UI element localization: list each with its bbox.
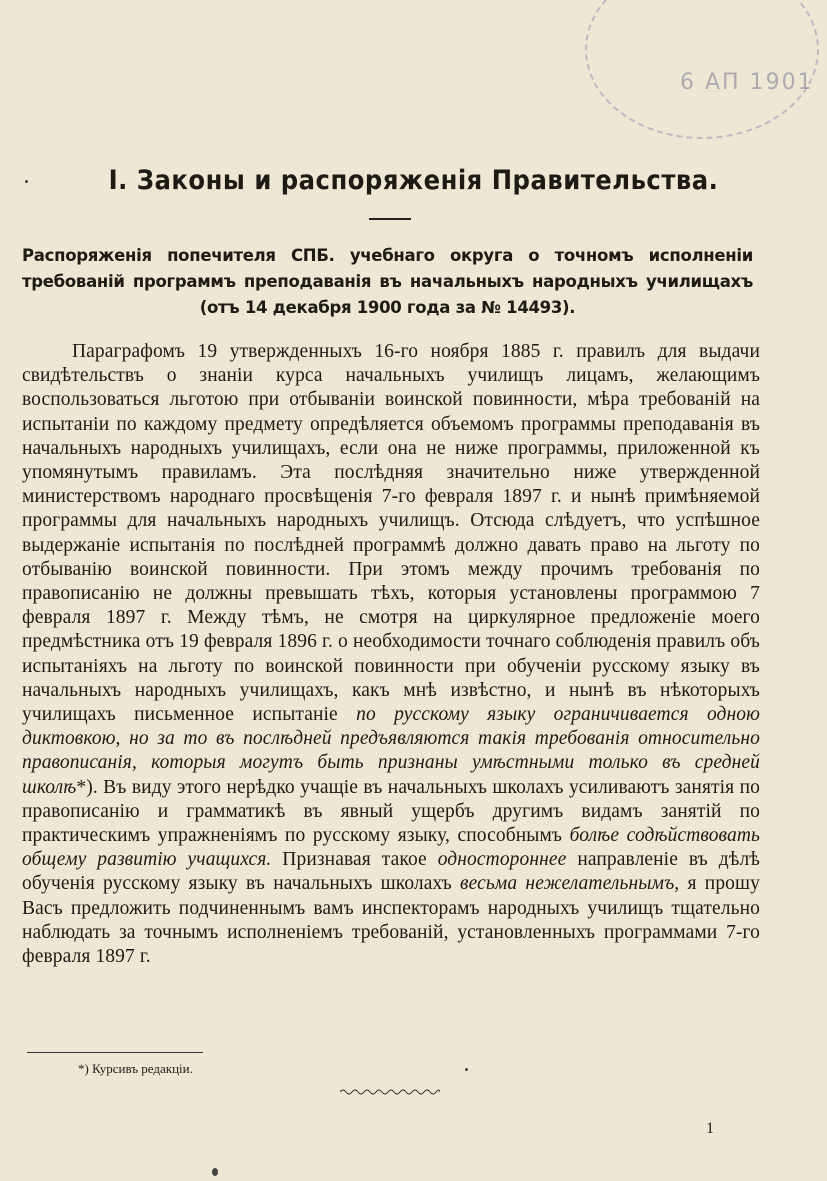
footnote: *) Курсивъ редакціи. [78,1061,193,1076]
ink-speck [212,1168,218,1176]
ink-speck [25,180,28,183]
italic-run: но за то въ послѣдней предъявляются такія требованія относительно правописанія, которыя могутъ быть признаны умѣстными только въ средней школѣ [22,728,760,798]
body-text-run [121,728,130,749]
italic-run: по русскому языку ограничивается одною диктовкою, [22,704,760,750]
ink-speck [465,1068,468,1071]
wavy-ornament [340,1088,440,1096]
italic-run: весьма нежелательнымъ, [460,873,680,895]
body-text-run: *). Въ виду этого нерѣдко учащіе въ начальныхъ школахъ усиливаютъ занятія по правописанію и грамматикѣ въ явный ущербъ другимъ видамъ занятій по практическимъ упражненіямъ по русскому языку, способнымъ [22,776,760,847]
heading-rule [369,218,411,220]
italic-run: болѣе содѣйствовать общему развитію учащихся. [22,825,760,871]
body-text-run: Признавая такое [271,849,438,871]
order-title: Распоряженія попечителя СПБ. учебнаго округа о точномъ исполненіи требованій программъ преподаванія въ начальныхъ народныхъ училищахъ (отъ 14 декабря 1900 года за № 14493). [22,246,753,317]
footnote-rule [27,1052,203,1053]
body-text [22,340,760,969]
body-text-run: я прошу Васъ предложить подчиненнымъ вамъ инспекторамъ народныхъ училищъ тщательно наблюдать за точнымъ исполненіемъ требованій, установленныхъ программами 7-го февраля 1897 г. [22,873,760,968]
italic-run: одностороннее [437,849,567,871]
body-text-run: направленіе въ дѣлѣ обученія русскому языку въ начальныхъ школахъ [22,849,760,895]
body-paragraph [22,340,760,969]
body-text-run: Параграфомъ 19 утвержденныхъ 16-го ноября 1885 г. правилъ для выдачи свидѣтельствъ о знаніи курса начальныхъ училищъ лицамъ, желающимъ воспользоваться льготою при отбываніи воинской повинности, мѣра требованій на испытаніи по каждому предмету опредѣляется объемомъ программы преподаванія въ начальныхъ народныхъ училищахъ, если она не ниже программы, приложенной къ упомянутымъ правиламъ. Эта послѣдняя значительно ниже утвержденной министерствомъ народнаго просвѣщенія 7-го февраля 1897 г. и нынѣ примѣняемой программы для начальныхъ народныхъ училищъ. Отсюда слѣдуетъ, что успѣшное выдержаніе испытанія по послѣдней программѣ должно давать право на льготу по отбыванію воинской повинности. При этомъ между прочимъ требованія по правописанію не должны превышать тѣхъ, которыя установлены программою 7 февраля 1897 г. Между тѣмъ, не смотря на циркулярное предложеніе моего предмѣстника отъ 19 февраля 1896 г. о необходимости точнаго соблюденія правилъ объ испытаніяхъ на льготу по воинской повинности при обученіи русскому языку въ начальныхъ народныхъ училищахъ, какъ мнѣ извѣстно, и нынѣ въ нѣкоторыхъ училищахъ письменное испытаніе [22,341,760,726]
section-heading: I. Законы и распоряженія Правительства. [108,165,719,196]
stamp-date: 6 АП 1901 [680,70,814,95]
page-number: 1 [706,1120,714,1137]
